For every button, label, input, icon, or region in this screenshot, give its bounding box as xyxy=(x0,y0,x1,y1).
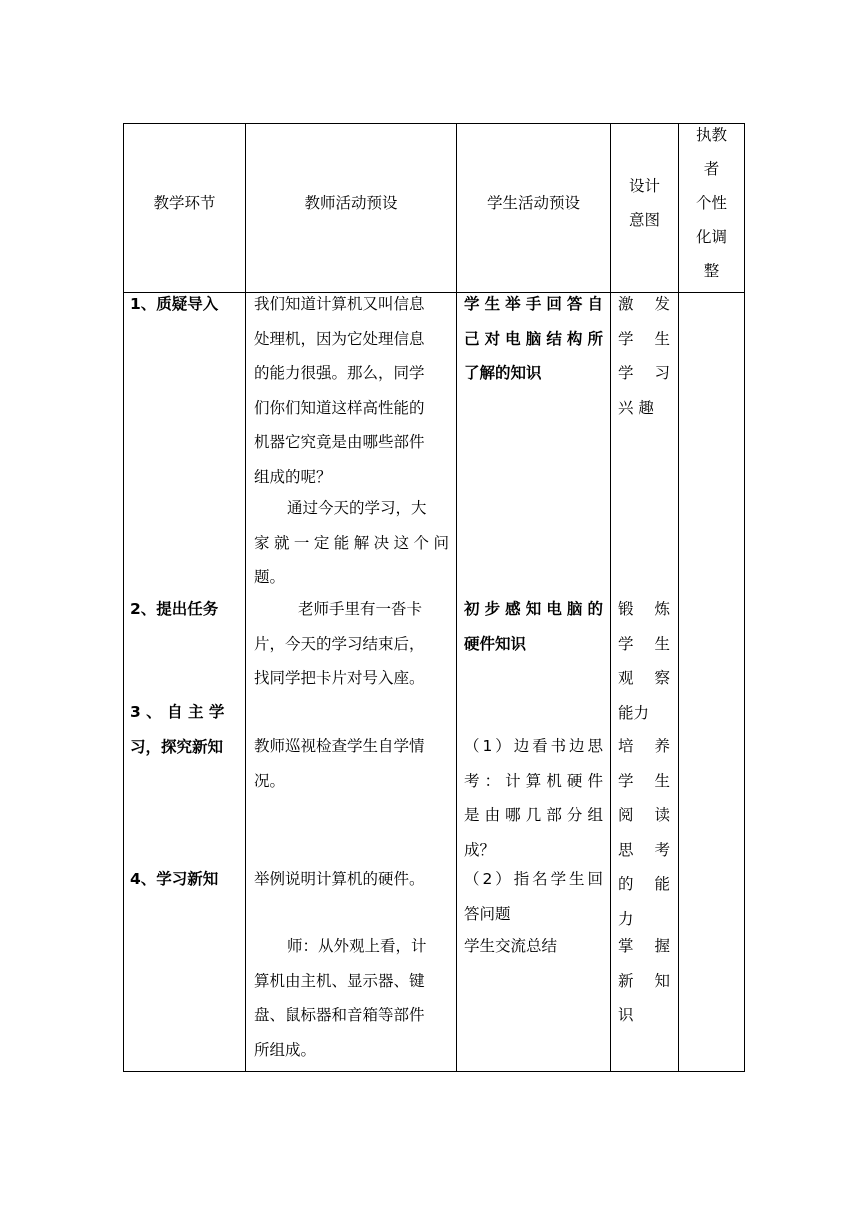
text-line: 识 xyxy=(618,1006,634,1024)
stage-3-line: 3 、 自 主 学 xyxy=(130,703,225,721)
header-teacher-activity: 教师活动预设 xyxy=(304,194,398,212)
student-read-think-text xyxy=(464,729,603,867)
text-line: 找同学把卡片对号入座。 xyxy=(254,669,425,687)
student-perceive-text xyxy=(464,592,603,661)
text-line: 是由哪几部分组 xyxy=(464,806,603,824)
teacher-task-text xyxy=(254,592,449,696)
text-line: 己对电脑结构所 xyxy=(464,329,603,348)
teacher-intro-text xyxy=(254,287,449,494)
text-line: 学 生 xyxy=(618,634,670,653)
text-line: 老师手里有一沓卡 xyxy=(298,600,423,618)
header-teaching-stage: 教学环节 xyxy=(153,194,216,212)
text-line: 锻 炼 xyxy=(618,600,670,618)
text-line: 学 习 xyxy=(618,364,670,382)
header-design-intent-line: 意图 xyxy=(628,211,660,229)
header-design-intent-line: 设计 xyxy=(628,177,660,195)
header-student-activity: 学生活动预设 xyxy=(486,194,580,212)
text-line: 机器它究竟是由哪些部件 xyxy=(254,433,425,451)
text-line: 们你们知道这样高性能的 xyxy=(254,398,425,417)
text-line: 激 发 xyxy=(618,295,670,313)
text-line: 观 察 xyxy=(618,669,670,687)
stage-4: 4、学习新知 xyxy=(130,870,219,888)
text-line: 的能力很强。那么，同学 xyxy=(254,364,425,382)
text-line: 力 xyxy=(618,909,634,928)
text-line: 家就一定能解决这个问 xyxy=(254,533,449,552)
text-line: 我们知道计算机又叫信息 xyxy=(254,295,425,313)
text-line: 学 生 xyxy=(618,329,670,348)
text-line: 答问题 xyxy=(464,904,511,923)
text-line: （1）边看书边思 xyxy=(464,737,603,755)
header-adjust-line: 者 xyxy=(703,160,720,178)
text-line: 盘、鼠标器和音箱等部件 xyxy=(254,1006,425,1024)
text-line: 掌 握 xyxy=(618,937,670,955)
intent-observe xyxy=(618,592,670,730)
header-personal-adjustment xyxy=(679,118,744,288)
text-line: 考：计算机硬件 xyxy=(464,771,603,790)
header-adjust-line: 个性 xyxy=(695,194,727,212)
text-line: 片，今天的学习结束后， xyxy=(254,634,425,653)
teacher-intro-text-2 xyxy=(254,491,449,595)
header-design-intent xyxy=(611,169,678,237)
text-line: 成？ xyxy=(464,840,496,859)
text-line: 初步感知电脑的 xyxy=(464,600,603,618)
text-line: 处理机，因为它处理信息 xyxy=(254,329,425,348)
header-adjust-line: 化调 xyxy=(695,228,727,246)
text-line: 学 生 xyxy=(618,771,670,790)
text-line: 了解的知识 xyxy=(464,364,542,382)
header-adjust-line: 执教 xyxy=(695,126,727,144)
text-line: 硬件知识 xyxy=(464,634,527,653)
header-adjust-line: 整 xyxy=(703,262,720,280)
stage-2: 2、提出任务 xyxy=(130,600,219,618)
text-line: 的 能 xyxy=(618,875,670,893)
text-line: 组成的呢？ xyxy=(254,467,332,486)
student-answer-text xyxy=(464,287,603,391)
text-line: 学生举手回答自 xyxy=(464,295,603,313)
text-line: 兴 趣 xyxy=(618,398,654,417)
text-line: （2）指名学生回 xyxy=(464,870,603,888)
text-line: 算机由主机、显示器、键 xyxy=(254,971,425,990)
text-line: 新 知 xyxy=(618,971,670,990)
text-line: 况。 xyxy=(254,771,286,790)
student-respond-text xyxy=(464,862,603,931)
intent-master xyxy=(618,929,670,1033)
text-line: 教师巡视检查学生自学情 xyxy=(254,737,425,755)
text-line: 培 养 xyxy=(618,737,670,755)
text-line: 能力 xyxy=(618,703,650,722)
text-line: 师：从外观上看，计 xyxy=(287,937,427,955)
text-line: 思 考 xyxy=(618,840,670,859)
stage-3-line: 习，探究新知 xyxy=(130,737,224,756)
intent-interest xyxy=(618,287,670,425)
student-summary-text: 学生交流总结 xyxy=(464,937,558,955)
teacher-explain-text xyxy=(254,929,449,1067)
text-line: 题。 xyxy=(254,568,286,586)
text-line: 阅 读 xyxy=(618,806,670,824)
teacher-example-text: 举例说明计算机的硬件。 xyxy=(254,870,425,888)
stage-3 xyxy=(130,695,242,764)
stage-1: 1、质疑导入 xyxy=(130,295,219,313)
text-line: 所组成。 xyxy=(254,1040,317,1059)
teacher-patrol-text xyxy=(254,729,449,798)
intent-reading xyxy=(618,729,670,936)
text-line: 通过今天的学习，大 xyxy=(287,499,427,517)
